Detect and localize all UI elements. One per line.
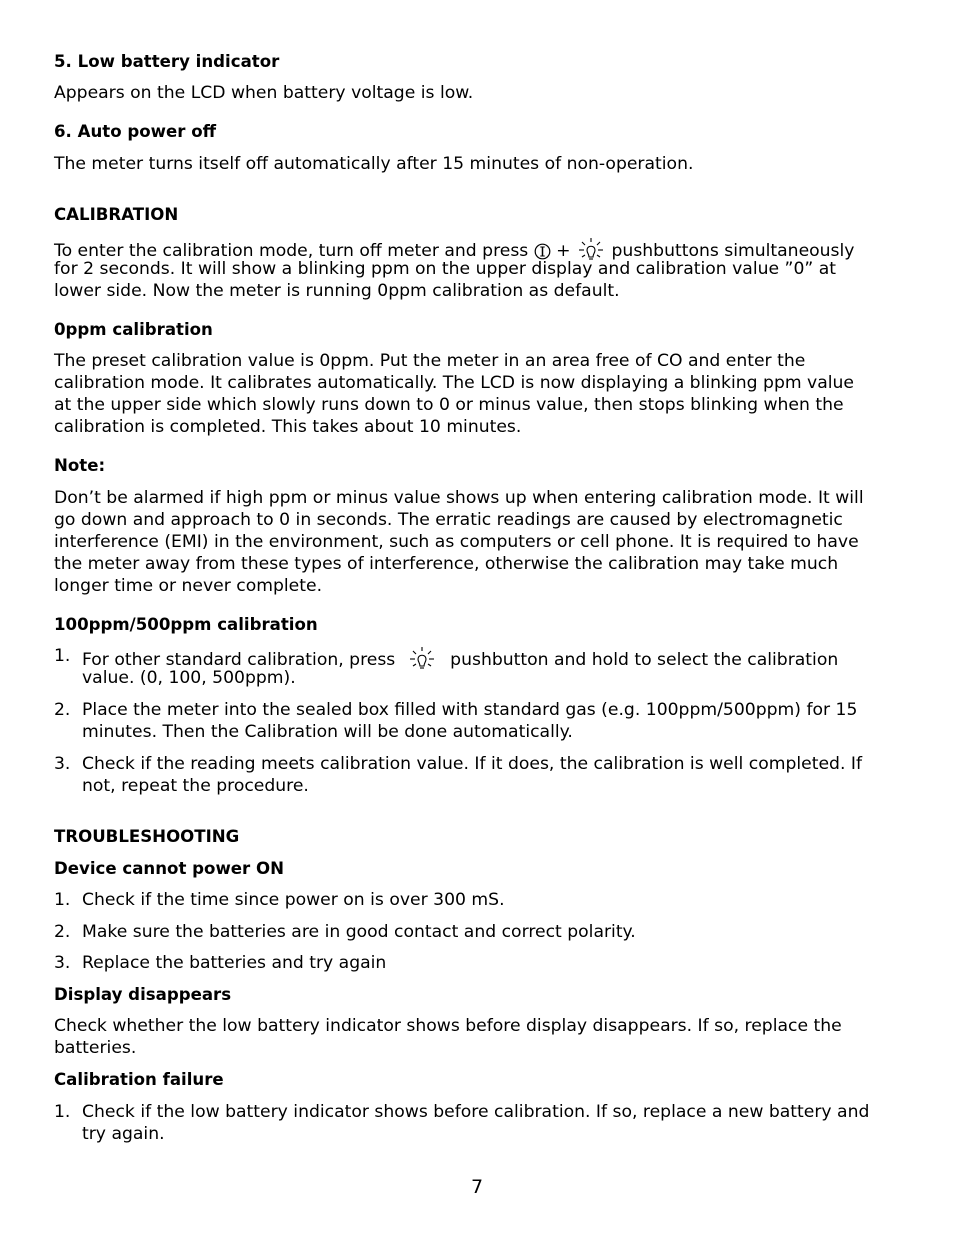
- list-item-continuation: not, repeat the procedure.: [82, 776, 309, 796]
- power-on-heading: Device cannot power ON: [54, 859, 284, 878]
- zero-ppm-line: The preset calibration value is 0ppm. Put the meter in an area free of CO and enter the: [54, 351, 806, 371]
- list-number: 1.: [54, 1102, 71, 1122]
- zero-ppm-line: calibration is completed. This takes about 10 minutes.: [54, 417, 522, 437]
- std-cal-item1-pre: For other standard calibration, press: [82, 650, 401, 670]
- display-text-line: Check whether the low battery indicator shows before display disappears. If so, replace the: [54, 1016, 842, 1036]
- list-number: 3.: [54, 754, 71, 774]
- zero-ppm-heading: 0ppm calibration: [54, 320, 213, 339]
- calibration-intro-line3: lower side. Now the meter is running 0ppm calibration as default.: [54, 281, 620, 301]
- note-line: longer time or never complete.: [54, 576, 323, 596]
- list-item: Check if the low battery indicator shows before calibration. If so, replace a new battery and: [82, 1102, 870, 1122]
- auto-power-off-heading: 6. Auto power off: [54, 122, 217, 141]
- cal-failure-heading: Calibration failure: [54, 1070, 224, 1089]
- note-heading: Note:: [54, 456, 106, 475]
- calibration-heading: CALIBRATION: [54, 205, 179, 224]
- calibration-intro-post: pushbuttons simultaneously: [606, 241, 855, 261]
- calibration-intro-pre: To enter the calibration mode, turn off meter and press: [54, 241, 534, 261]
- list-item: Check if the reading meets calibration value. If it does, the calibration is well completed. If: [82, 754, 863, 774]
- backlight-bulb-icon: [407, 645, 437, 679]
- zero-ppm-line: calibration mode. It calibrates automatically. The LCD is now displaying a blinking ppm value: [54, 373, 855, 393]
- note-line: the meter away from these types of interference, otherwise the calibration may take much: [54, 554, 839, 574]
- list-item: Make sure the batteries are in good contact and correct polarity.: [82, 922, 636, 942]
- page-number: 7: [470, 1176, 484, 1198]
- auto-power-off-text: The meter turns itself off automatically after 15 minutes of non-operation.: [54, 154, 694, 174]
- display-heading: Display disappears: [54, 985, 232, 1004]
- list-item-continuation: try again.: [82, 1124, 165, 1144]
- list-item-continuation: value. (0, 100, 500ppm).: [82, 668, 296, 688]
- list-number: 1.: [54, 890, 71, 910]
- note-line: Don’t be alarmed if high ppm or minus value shows up when entering calibration mode. It will: [54, 488, 864, 508]
- list-item: Replace the batteries and try again: [82, 953, 387, 973]
- calibration-intro-plus: +: [550, 241, 577, 261]
- display-text-line: batteries.: [54, 1038, 137, 1058]
- list-item: Place the meter into the sealed box filled with standard gas (e.g. 100ppm/500ppm) for 15: [82, 700, 858, 720]
- list-number: 2.: [54, 922, 71, 942]
- troubleshooting-heading: TROUBLESHOOTING: [54, 827, 240, 846]
- list-item-continuation: minutes. Then the Calibration will be done automatically.: [82, 722, 573, 742]
- std-cal-heading: 100ppm/500ppm calibration: [54, 615, 318, 634]
- std-cal-item1-post: pushbutton and hold to select the calibration: [444, 650, 839, 670]
- note-line: go down and approach to 0 in seconds. The erratic readings are caused by electromagnetic: [54, 510, 843, 530]
- list-number: 1.: [54, 646, 71, 666]
- list-number: 3.: [54, 953, 71, 973]
- list-item: Check if the time since power on is over 300 mS.: [82, 890, 505, 910]
- zero-ppm-line: at the upper side which slowly runs down to 0 or minus value, then stops blinking when the: [54, 395, 844, 415]
- calibration-intro-line2: for 2 seconds. It will show a blinking ppm on the upper display and calibration value ”0” at: [54, 259, 837, 279]
- low-battery-heading: 5. Low battery indicator: [54, 52, 280, 71]
- note-line: interference (EMI) in the environment, such as computers or cell phone. It is required to have: [54, 532, 859, 552]
- list-number: 2.: [54, 700, 71, 720]
- low-battery-text: Appears on the LCD when battery voltage is low.: [54, 83, 474, 103]
